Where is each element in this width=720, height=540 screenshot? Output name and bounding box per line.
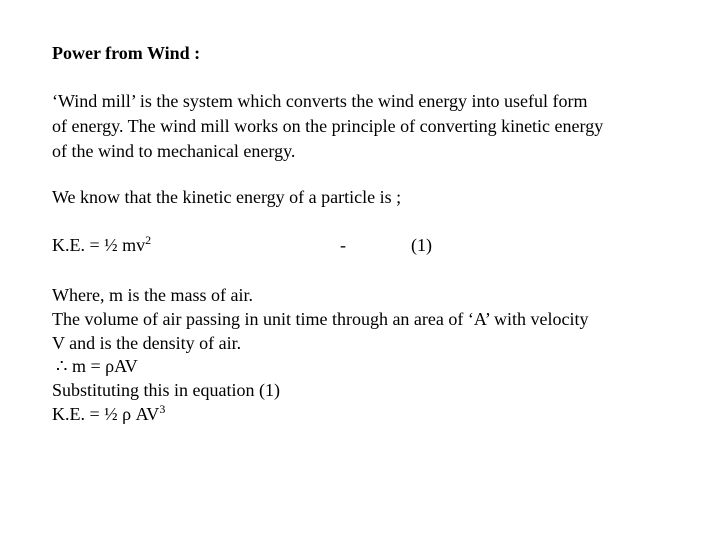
where-line-2: The volume of air passing in unit time through an area of ‘A’ with velocity [52,309,589,329]
kinetic-energy-equation [52,233,151,257]
therefore-symbol: ∴ [56,356,68,376]
substituting-text: Substituting this in equation (1) [52,380,280,400]
mass-equation-text: m = ρAV [67,356,138,376]
page-title: Power from Wind : [52,43,201,63]
where-line-1: Where, m is the mass of air. [52,285,253,305]
paragraph-line-2: of energy. The wind mill works on the principle of converting kinetic energy [52,116,604,136]
equation-number: (1) [411,235,432,255]
equation-exponent: 2 [145,233,152,247]
paragraph-line-1: ‘Wind mill’ is the system which converts the wind energy into useful form [52,91,588,111]
mass-equation [56,354,138,378]
intro-text: We know that the kinetic energy of a particle is ; [52,187,402,207]
final-equation-exponent: 3 [159,402,166,416]
paragraph-line-3: of the wind to mechanical energy. [52,141,296,161]
final-equation-lhs: K.E. = ½ ρ AV [52,404,160,424]
final-equation [52,402,165,426]
equation-dash: - [340,235,346,255]
where-line-3: V and is the density of air. [52,333,242,353]
equation-lhs: K.E. = ½ mv [52,235,146,255]
